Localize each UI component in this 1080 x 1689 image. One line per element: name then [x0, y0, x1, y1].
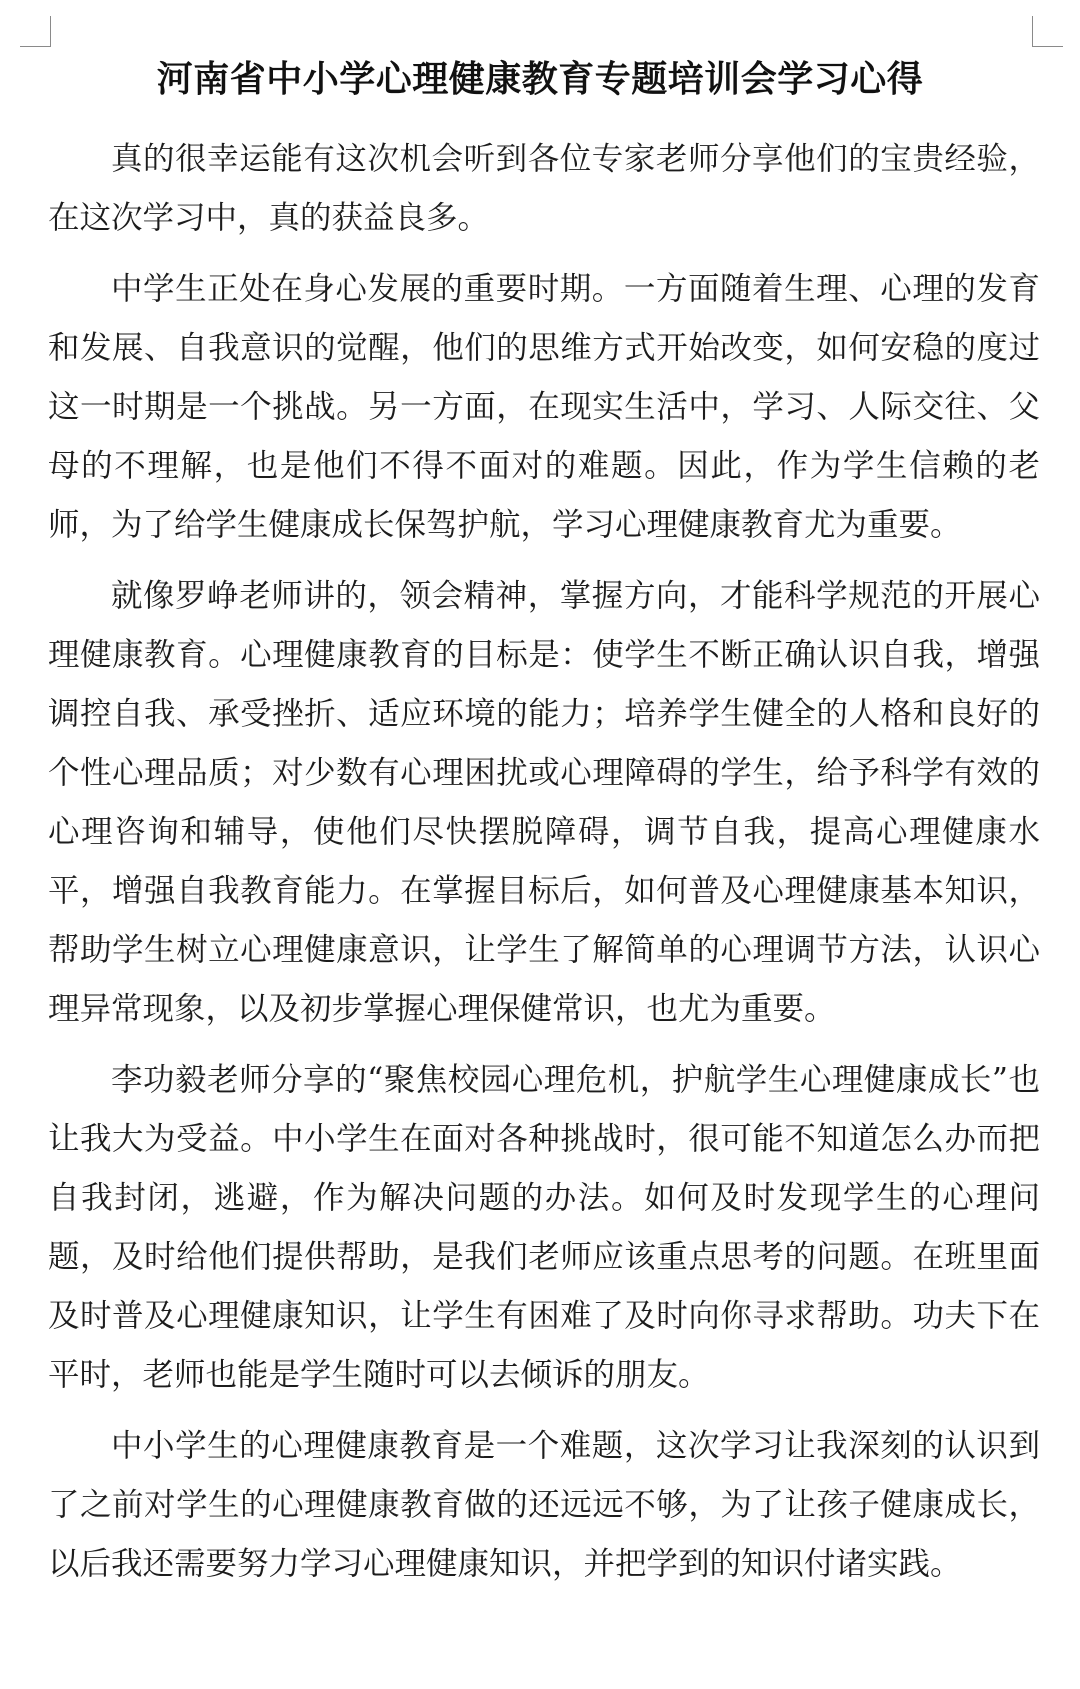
document-title: 河南省中小学心理健康教育专题培训会学习心得	[156, 59, 924, 100]
paragraph-4: 李功毅老师分享的“聚焦校园心理危机，护航学生心理健康成长”也让我大为受益。中小学生在面对各种挑战时，很可能不知道怎么办而把自我封闭，逃避，作为解决问题的办法。如何及时发现学生的心理问题，及时给他们提供帮助，是我们老师应该重点思考的问题。在班里面及时普及心理健康知识，让学生有困难了及时向你寻求帮助。功夫下在平时，老师也能是学生随时可以去倾诉的朋友。	[48, 1062, 1040, 1393]
paragraph-3: 就像罗峥老师讲的，领会精神，掌握方向，才能科学规范的开展心理健康教育。心理健康教育的目标是：使学生不断正确认识自我，增强调控自我、承受挫折、适应环境的能力；培养学生健全的人格和良好的个性心理品质；对少数有心理困扰或心理障碍的学生，给予科学有效的心理咨询和辅导，使他们尽快摆脱障碍，调节自我，提高心理健康水平，增强自我教育能力。在掌握目标后，如何普及心理健康基本知识，帮助学生树立心理健康意识，让学生了解简单的心理调节方法，认识心理异常现象，以及初步掌握心理保健常识，也尤为重要。	[48, 578, 1040, 1027]
page-corner-mark-top-left	[20, 16, 51, 47]
paragraph-5: 中小学生的心理健康教育是一个难题，这次学习让我深刻的认识到了之前对学生的心理健康教育做的还远远不够，为了让孩子健康成长，以后我还需要努力学习心理健康知识，并把学到的知识付诸实践。	[48, 1428, 1040, 1582]
page-corner-mark-top-right	[1032, 16, 1063, 47]
paragraph-2: 中学生正处在身心发展的重要时期。一方面随着生理、心理的发育和发展、自我意识的觉醒，他们的思维方式开始改变，如何安稳的度过这一时期是一个挑战。另一方面，在现实生活中，学习、人际交往、父母的不理解，也是他们不得不面对的难题。因此，作为学生信赖的老师，为了给学生健康成长保驾护航，学习心理健康教育尤为重要。	[48, 271, 1040, 543]
document-body	[48, 130, 1040, 1606]
paragraph-1: 真的很幸运能有这次机会听到各位专家老师分享他们的宝贵经验，在这次学习中，真的获益良多。	[48, 141, 1040, 236]
